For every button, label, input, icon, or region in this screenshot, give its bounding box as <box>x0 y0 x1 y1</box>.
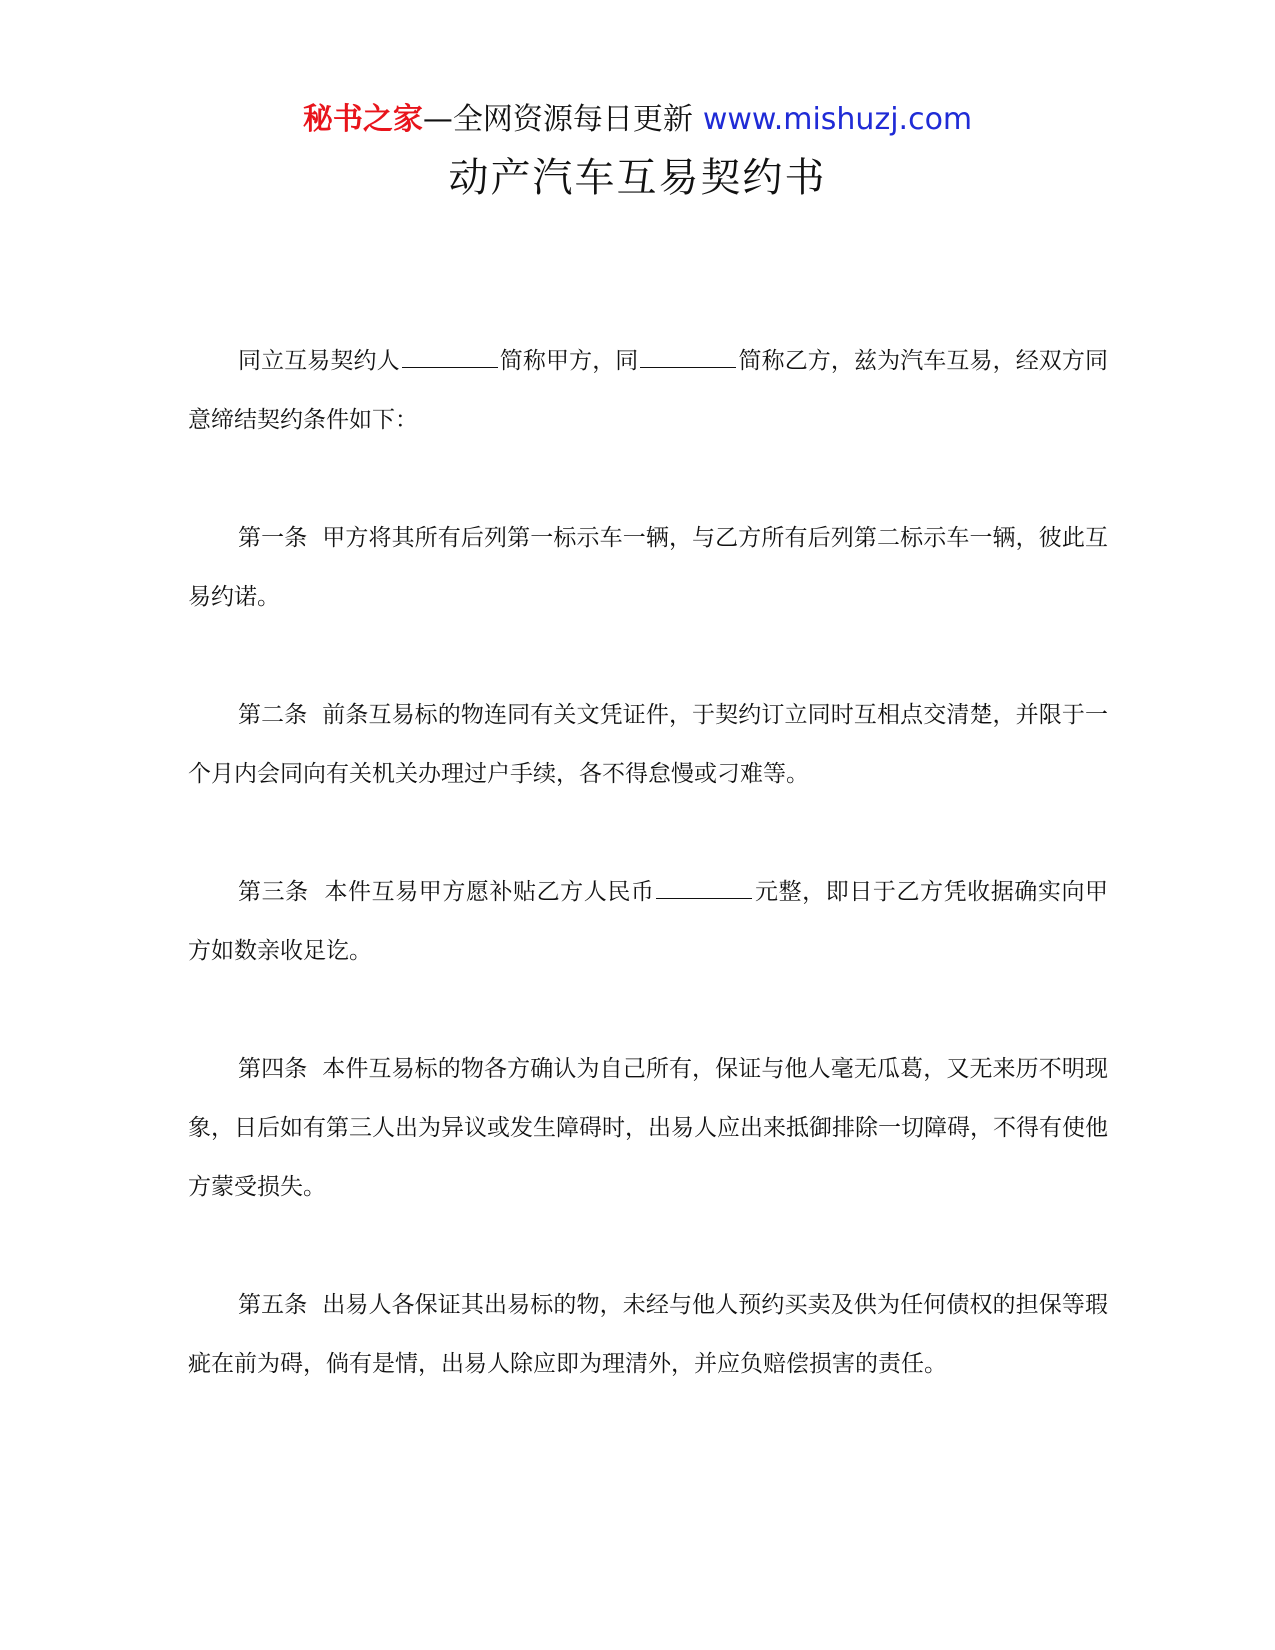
article-heading: 第三条 <box>238 879 309 905</box>
article-4 <box>188 1040 1108 1217</box>
contract-body <box>188 332 1108 1394</box>
article-text: 本件互易标的物各方确认为自己所有，保证与他人毫无瓜葛，又无来历不明现象，日后如有第三人出为异议或发生障碍时，出易人应出来抵御排除一切障碍，不得有使他方蒙受损失。 <box>188 1056 1109 1200</box>
article-5 <box>188 1276 1108 1394</box>
article-heading: 第四条 <box>238 1056 308 1082</box>
intro-part-2: 简称甲方，同 <box>499 348 639 374</box>
site-url-link[interactable]: www.mishuzj.com <box>702 102 973 137</box>
brand-name: 秘书之家 <box>302 102 423 137</box>
article-text-after: 元整，即日于乙方凭收据确实向甲方如数亲收足讫。 <box>188 879 1109 964</box>
article-heading: 第五条 <box>238 1292 308 1318</box>
document-title: 动产汽车互易契约书 <box>448 155 827 201</box>
intro-part-3: 简称乙方，兹为汽车互易，经双方同意缔结契约条件如下： <box>188 348 1109 433</box>
article-heading: 第二条 <box>238 702 308 728</box>
article-3 <box>188 863 1108 981</box>
article-2 <box>188 686 1108 804</box>
site-header <box>0 98 1275 142</box>
blank-party-b <box>640 345 736 368</box>
blank-party-a <box>402 345 498 368</box>
article-text-before: 本件互易甲方愿补贴乙方人民币 <box>324 879 655 905</box>
intro-part-1: 同立互易契约人 <box>238 348 400 374</box>
article-text: 甲方将其所有后列第一标示车一辆，与乙方所有后列第二标示车一辆，彼此互易约诺。 <box>188 525 1109 610</box>
blank-amount <box>656 876 752 899</box>
article-1 <box>188 509 1108 627</box>
article-text: 出易人各保证其出易标的物，未经与他人预约买卖及供为任何债权的担保等瑕疵在前为碍，倘有是情，出易人除应即为理清外，并应负赔偿损害的责任。 <box>188 1292 1109 1377</box>
header-tagline: —全网资源每日更新 <box>422 102 693 137</box>
intro-paragraph <box>188 332 1108 450</box>
article-heading: 第一条 <box>238 525 308 551</box>
article-text: 前条互易标的物连同有关文凭证件，于契约订立同时互相点交清楚，并限于一个月内会同向有关机关办理过户手续，各不得怠慢或刁难等。 <box>188 702 1109 787</box>
